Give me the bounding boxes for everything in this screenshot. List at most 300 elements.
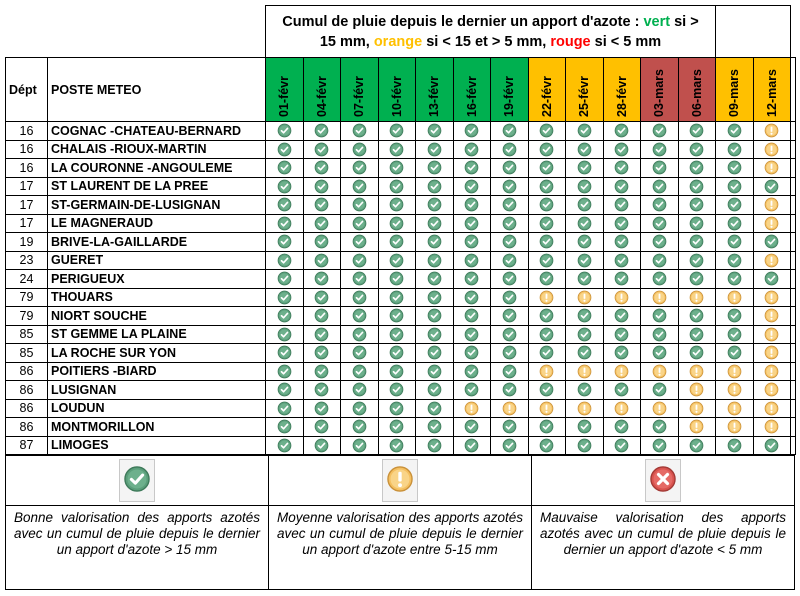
station-cell: ST GEMME LA PLAINE [48, 325, 266, 344]
date-label: 25-févr [577, 76, 592, 117]
status-cell [603, 251, 641, 270]
check-circle-icon [502, 160, 517, 175]
check-circle-icon [614, 308, 629, 323]
exclamation-circle-icon [652, 364, 667, 379]
status-cell [416, 344, 454, 363]
status-cell [341, 436, 379, 455]
status-cell [491, 270, 529, 289]
status-cell [491, 381, 529, 400]
dept-cell: 85 [6, 344, 48, 363]
check-circle-icon [502, 327, 517, 342]
header-station: POSTE METEO [48, 58, 266, 122]
check-circle-icon [389, 197, 404, 212]
check-circle-icon [577, 123, 592, 138]
status-cell [603, 122, 641, 141]
status-cell [341, 325, 379, 344]
exclamation-circle-icon [577, 290, 592, 305]
status-cell [453, 418, 491, 437]
check-circle-icon [577, 216, 592, 231]
status-cell [453, 362, 491, 381]
check-circle-icon [464, 160, 479, 175]
status-cell [566, 140, 604, 159]
check-circle-icon [464, 382, 479, 397]
status-cell [491, 140, 529, 159]
status-cell [528, 344, 566, 363]
check-circle-icon [314, 234, 329, 249]
status-cell [453, 325, 491, 344]
check-circle-icon [539, 308, 554, 323]
header-spacer [791, 58, 796, 122]
dept-cell: 85 [6, 325, 48, 344]
table-row [6, 177, 796, 196]
check-circle-icon [652, 123, 667, 138]
check-circle-icon [464, 123, 479, 138]
dept-cell: 24 [6, 270, 48, 289]
status-cell [566, 362, 604, 381]
date-label: 10-févr [389, 76, 404, 117]
check-circle-icon [352, 364, 367, 379]
status-cell [416, 214, 454, 233]
exclamation-circle-icon [502, 401, 517, 416]
dept-cell: 86 [6, 399, 48, 418]
date-label: 06-mars [689, 69, 704, 117]
check-circle-icon [427, 364, 442, 379]
status-cell [416, 177, 454, 196]
check-circle-icon [727, 234, 742, 249]
check-circle-icon [689, 123, 704, 138]
check-circle-icon [352, 123, 367, 138]
status-cell [416, 196, 454, 215]
exclamation-circle-icon [764, 197, 779, 212]
status-cell [566, 196, 604, 215]
status-cell [603, 381, 641, 400]
check-circle-icon [577, 382, 592, 397]
status-cell [641, 251, 679, 270]
check-circle-icon [502, 197, 517, 212]
status-cell [753, 344, 791, 363]
check-circle-icon [427, 123, 442, 138]
legend-icon-cell [532, 456, 795, 506]
status-cell [378, 399, 416, 418]
check-circle-icon [577, 271, 592, 286]
check-circle-icon [539, 179, 554, 194]
status-cell [416, 270, 454, 289]
check-circle-icon [614, 345, 629, 360]
check-circle-icon [314, 308, 329, 323]
station-cell: LA ROCHE SUR YON [48, 344, 266, 363]
exclamation-circle-icon [764, 401, 779, 416]
check-circle-icon [314, 216, 329, 231]
exclamation-circle-icon [727, 401, 742, 416]
check-circle-icon [123, 465, 151, 493]
exclamation-circle-icon [614, 290, 629, 305]
status-cell [378, 362, 416, 381]
status-cell [453, 233, 491, 252]
status-cell [378, 196, 416, 215]
table-row [6, 344, 796, 363]
exclamation-circle-icon [539, 290, 554, 305]
station-cell: LIMOGES [48, 436, 266, 455]
check-circle-icon [502, 253, 517, 268]
check-circle-icon [727, 216, 742, 231]
check-circle-icon [727, 308, 742, 323]
check-circle-icon [539, 197, 554, 212]
check-circle-icon [314, 142, 329, 157]
check-circle-icon [427, 142, 442, 157]
status-cell [341, 418, 379, 437]
status-cell [266, 381, 304, 400]
check-circle-icon [277, 401, 292, 416]
status-cell [266, 159, 304, 178]
table-row [6, 196, 796, 215]
check-circle-icon [464, 327, 479, 342]
status-cell [716, 122, 754, 141]
check-circle-icon [277, 271, 292, 286]
check-circle-icon [352, 419, 367, 434]
date-label: 28-févr [614, 76, 629, 117]
status-cell [266, 122, 304, 141]
check-circle-icon [727, 160, 742, 175]
status-cell [603, 436, 641, 455]
check-circle-icon [277, 253, 292, 268]
status-cell [303, 122, 341, 141]
status-cell [491, 251, 529, 270]
status-cell [266, 270, 304, 289]
exclamation-circle-icon [764, 382, 779, 397]
status-cell [716, 177, 754, 196]
check-circle-icon [689, 179, 704, 194]
check-circle-icon [389, 253, 404, 268]
check-circle-icon [689, 327, 704, 342]
table-row [6, 122, 796, 141]
date-label: 01-févr [277, 76, 292, 117]
status-cell [753, 122, 791, 141]
check-circle-icon [652, 160, 667, 175]
exclamation-circle-icon [764, 290, 779, 305]
check-circle-icon [464, 216, 479, 231]
check-circle-icon [539, 234, 554, 249]
check-circle-icon [614, 160, 629, 175]
station-cell: PERIGUEUX [48, 270, 266, 289]
check-circle-icon [614, 419, 629, 434]
row-spacer [791, 214, 796, 233]
check-circle-icon [502, 290, 517, 305]
check-circle-icon [689, 160, 704, 175]
status-cell [678, 159, 716, 178]
status-cell [303, 270, 341, 289]
exclamation-circle-icon [764, 327, 779, 342]
status-cell [566, 122, 604, 141]
date-header [416, 58, 454, 122]
table-row [6, 233, 796, 252]
check-circle-icon [577, 438, 592, 453]
status-cell [753, 399, 791, 418]
status-cell [753, 251, 791, 270]
date-label: 16-févr [464, 76, 479, 117]
check-circle-icon [389, 123, 404, 138]
status-cell [416, 122, 454, 141]
row-spacer [791, 307, 796, 326]
date-header [491, 58, 529, 122]
dept-cell: 16 [6, 140, 48, 159]
status-cell [453, 307, 491, 326]
table-row [6, 288, 796, 307]
check-circle-icon [577, 234, 592, 249]
row-spacer [791, 362, 796, 381]
status-cell [528, 399, 566, 418]
check-circle-icon [614, 123, 629, 138]
table-row [6, 399, 796, 418]
check-circle-icon [652, 438, 667, 453]
status-cell [341, 270, 379, 289]
status-cell [678, 344, 716, 363]
row-spacer [791, 177, 796, 196]
check-circle-icon [389, 382, 404, 397]
row-spacer [791, 399, 796, 418]
exclamation-circle-icon [689, 382, 704, 397]
check-circle-icon [389, 345, 404, 360]
exclamation-circle-icon [614, 401, 629, 416]
check-circle-icon [502, 419, 517, 434]
check-circle-icon [689, 197, 704, 212]
check-circle-icon [764, 438, 779, 453]
status-cell [678, 177, 716, 196]
check-circle-icon [652, 345, 667, 360]
status-cell [416, 436, 454, 455]
date-header [528, 58, 566, 122]
status-cell [341, 288, 379, 307]
check-circle-icon [389, 419, 404, 434]
status-cell [341, 122, 379, 141]
check-circle-icon [389, 401, 404, 416]
status-cell [566, 159, 604, 178]
check-circle-icon [727, 179, 742, 194]
check-circle-icon [389, 216, 404, 231]
legend-text: Moyenne valorisation des apports azotés avec un cumul de pluie depuis le dernier un apport d'azote entre 5-15 mm [269, 506, 532, 590]
check-circle-icon [577, 419, 592, 434]
check-circle-icon [277, 438, 292, 453]
check-circle-icon [502, 438, 517, 453]
status-cell [528, 159, 566, 178]
check-circle-icon [352, 401, 367, 416]
station-cell: LE MAGNERAUD [48, 214, 266, 233]
status-cell [491, 307, 529, 326]
status-cell [678, 270, 716, 289]
status-cell [641, 362, 679, 381]
status-cell [716, 362, 754, 381]
status-cell [528, 177, 566, 196]
station-cell: POITIERS -BIARD [48, 362, 266, 381]
check-circle-icon [314, 327, 329, 342]
check-circle-icon [314, 253, 329, 268]
check-circle-icon [464, 253, 479, 268]
check-circle-icon [389, 160, 404, 175]
check-circle-icon [277, 160, 292, 175]
status-cell [641, 159, 679, 178]
check-circle-icon [277, 364, 292, 379]
status-cell [678, 325, 716, 344]
status-cell [378, 233, 416, 252]
status-cell [528, 270, 566, 289]
check-circle-icon [352, 438, 367, 453]
status-cell [678, 418, 716, 437]
status-cell [491, 196, 529, 215]
status-cell [266, 288, 304, 307]
status-cell [416, 362, 454, 381]
check-circle-icon [614, 234, 629, 249]
check-circle-icon [652, 142, 667, 157]
check-circle-icon [652, 216, 667, 231]
check-circle-icon [352, 142, 367, 157]
status-cell [603, 270, 641, 289]
status-cell [678, 436, 716, 455]
date-label: 09-mars [727, 69, 742, 117]
table-row [6, 251, 796, 270]
check-circle-icon [539, 419, 554, 434]
status-cell [341, 177, 379, 196]
exclamation-circle-icon [464, 401, 479, 416]
status-cell [266, 344, 304, 363]
date-header [641, 58, 679, 122]
check-circle-icon [652, 271, 667, 286]
check-circle-icon [689, 142, 704, 157]
status-cell [303, 307, 341, 326]
status-cell [528, 381, 566, 400]
status-cell [266, 233, 304, 252]
status-cell [716, 344, 754, 363]
status-cell [753, 381, 791, 400]
status-cell [491, 325, 529, 344]
legend-icon-cell [6, 456, 269, 506]
dept-cell: 16 [6, 159, 48, 178]
check-circle-icon [277, 345, 292, 360]
dept-cell: 86 [6, 362, 48, 381]
row-spacer [791, 418, 796, 437]
legend-text: Mauvaise valorisation des apports azotés avec un cumul de pluie depuis le dernier un apport d'azote < 5 mm [532, 506, 795, 590]
status-cell [716, 270, 754, 289]
status-cell [678, 122, 716, 141]
status-cell [678, 288, 716, 307]
status-cell [603, 288, 641, 307]
date-label: 12-mars [764, 69, 779, 117]
row-spacer [791, 140, 796, 159]
exclamation-circle-icon [652, 401, 667, 416]
check-circle-icon [389, 142, 404, 157]
check-circle-icon [464, 364, 479, 379]
status-cell [716, 325, 754, 344]
status-cell [603, 307, 641, 326]
status-cell [341, 307, 379, 326]
check-circle-icon [652, 419, 667, 434]
status-cell [341, 196, 379, 215]
status-cell [491, 288, 529, 307]
check-circle-icon [727, 438, 742, 453]
check-circle-icon [727, 123, 742, 138]
status-cell [528, 233, 566, 252]
check-circle-icon [427, 419, 442, 434]
date-header [678, 58, 716, 122]
status-cell [716, 140, 754, 159]
status-cell [678, 399, 716, 418]
row-spacer [791, 270, 796, 289]
check-circle-icon [352, 308, 367, 323]
status-cell [641, 214, 679, 233]
status-cell [303, 381, 341, 400]
exclamation-circle-icon [727, 382, 742, 397]
cross-circle-icon [649, 465, 677, 493]
legend-icon-frame [645, 459, 681, 502]
date-label: 07-févr [352, 76, 367, 117]
status-cell [453, 270, 491, 289]
row-spacer [791, 436, 796, 455]
status-cell [491, 436, 529, 455]
check-circle-icon [389, 290, 404, 305]
status-cell [528, 251, 566, 270]
check-circle-icon [314, 345, 329, 360]
check-circle-icon [652, 253, 667, 268]
check-circle-icon [352, 345, 367, 360]
check-circle-icon [539, 271, 554, 286]
status-cell [378, 270, 416, 289]
status-cell [378, 122, 416, 141]
check-circle-icon [389, 327, 404, 342]
check-circle-icon [727, 345, 742, 360]
status-cell [641, 270, 679, 289]
status-cell [603, 362, 641, 381]
status-cell [566, 214, 604, 233]
check-circle-icon [389, 438, 404, 453]
table-row [6, 381, 796, 400]
legend-text: Bonne valorisation des apports azotés avec un cumul de pluie depuis le dernier un apport d'azote > 15 mm [6, 506, 269, 590]
check-circle-icon [352, 197, 367, 212]
status-cell [416, 399, 454, 418]
status-cell [491, 177, 529, 196]
check-circle-icon [389, 271, 404, 286]
station-cell: LUSIGNAN [48, 381, 266, 400]
status-cell [716, 159, 754, 178]
status-cell [266, 325, 304, 344]
status-cell [528, 122, 566, 141]
status-cell [528, 288, 566, 307]
status-cell [453, 381, 491, 400]
check-circle-icon [277, 327, 292, 342]
status-cell [641, 140, 679, 159]
status-cell [678, 233, 716, 252]
check-circle-icon [277, 142, 292, 157]
date-header [566, 58, 604, 122]
date-header [303, 58, 341, 122]
status-cell [303, 251, 341, 270]
status-cell [378, 214, 416, 233]
status-cell [341, 381, 379, 400]
status-cell [303, 399, 341, 418]
check-circle-icon [314, 419, 329, 434]
status-cell [266, 436, 304, 455]
status-cell [491, 233, 529, 252]
check-circle-icon [727, 271, 742, 286]
status-cell [491, 399, 529, 418]
check-circle-icon [277, 419, 292, 434]
check-circle-icon [577, 142, 592, 157]
check-circle-icon [277, 179, 292, 194]
check-circle-icon [539, 345, 554, 360]
status-cell [266, 307, 304, 326]
exclamation-circle-icon [689, 401, 704, 416]
row-spacer [791, 196, 796, 215]
status-cell [416, 159, 454, 178]
check-circle-icon [502, 364, 517, 379]
check-circle-icon [427, 308, 442, 323]
